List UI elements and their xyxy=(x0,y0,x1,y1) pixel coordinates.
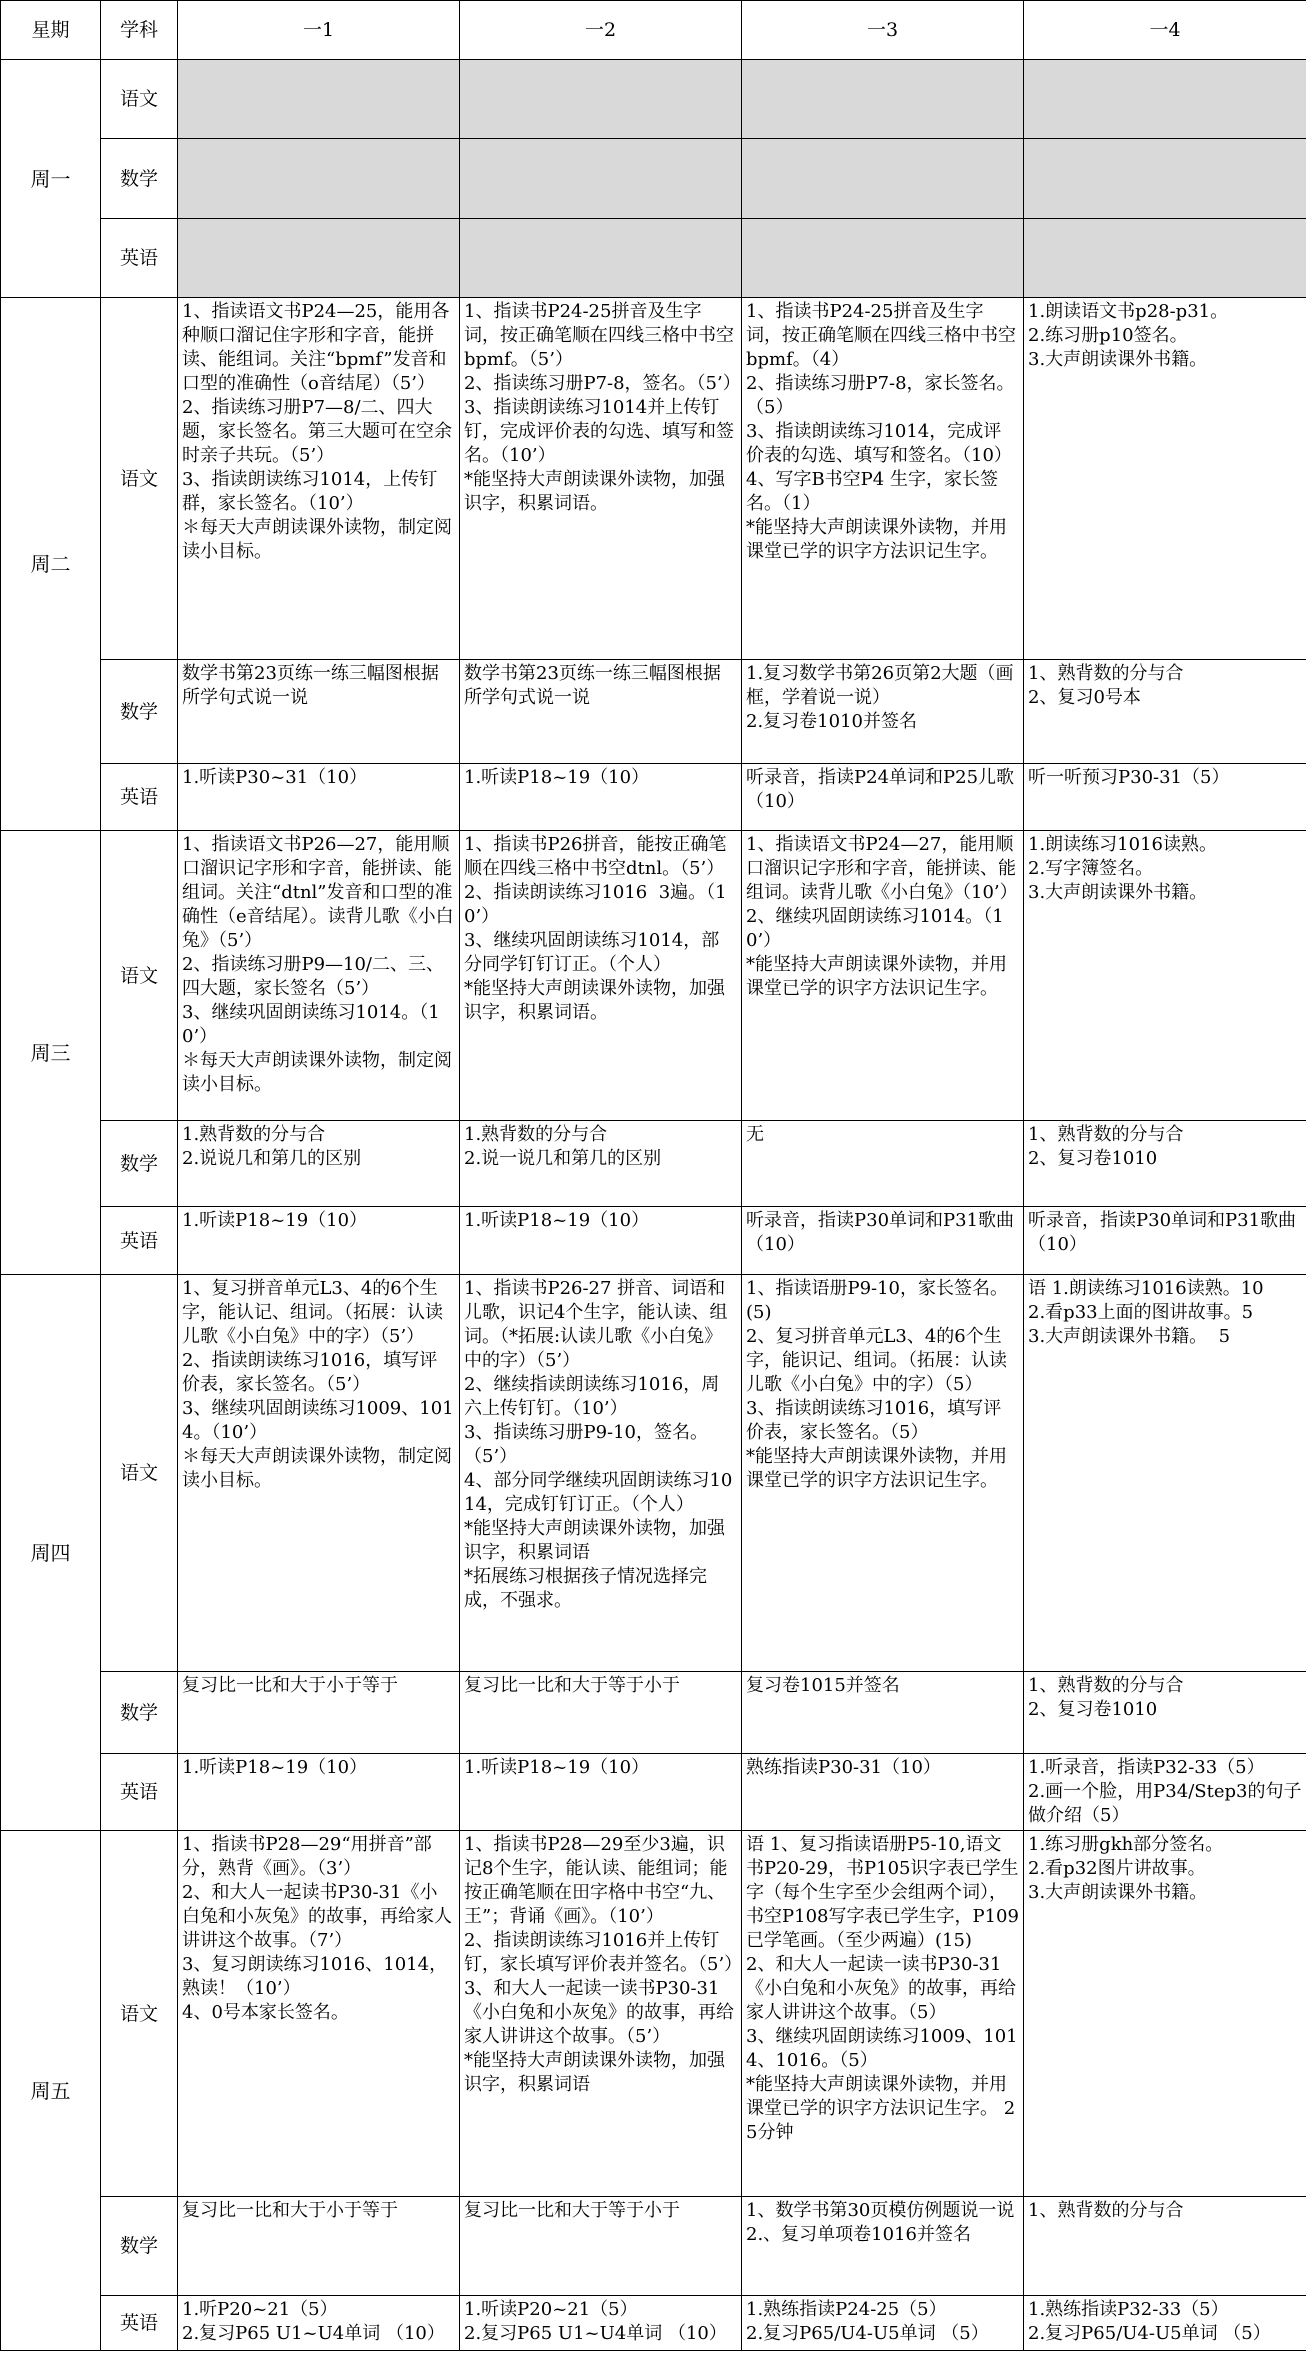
table-row xyxy=(1,298,1306,660)
homework-line: 1.听读P20~21（5） xyxy=(464,2299,638,2320)
homework-line: 3、和大人一起读一读书P30-31《小白兔和小灰兔》的故事，再给家人讲讲这个故事。（5’） xyxy=(464,1978,734,2047)
homework-line: 2.画一个脸，用P34/Step3的句子做介绍（5） xyxy=(1028,1781,1302,1826)
homework-cell xyxy=(1024,1207,1306,1275)
homework-cell xyxy=(178,831,460,1121)
homework-line: 2、继续指读朗读练习1016，周六上传钉钉。（10’） xyxy=(464,1374,720,1419)
table-row xyxy=(1,1121,1306,1207)
subject-cell: 语文 xyxy=(101,60,178,139)
homework-line: 2、复习卷1010 xyxy=(1028,1699,1158,1720)
homework-line: 2、指读朗读练习1016并上传钉钉，家长填写评价表并签名。（5’） xyxy=(464,1930,743,1975)
subject-cell: 英语 xyxy=(101,764,178,831)
homework-line: 1、指读语文书P24—27，能用顺口溜识记字形和字音，能拼读、能组词。读背儿歌《小白兔》（10’） xyxy=(746,834,1018,903)
table-row xyxy=(1,1207,1306,1275)
homework-line: *能坚持大声朗读课外读物，并用课堂已学的识字方法识记生字。 25分钟 xyxy=(746,2074,1016,2143)
homework-cell xyxy=(742,219,1024,298)
subject-cell: 数学 xyxy=(101,660,178,764)
weekday-cell: 周五 xyxy=(1,1831,101,2351)
table-row xyxy=(1,831,1306,1121)
homework-cell xyxy=(742,831,1024,1121)
homework-line: 2、和大人一起读一读书P30-31《小白兔和小灰兔》的故事，再给家人讲讲这个故事。（5） xyxy=(746,1954,1016,2023)
homework-cell xyxy=(178,2296,460,2351)
homework-cell xyxy=(742,1754,1024,1831)
homework-line: 3、指读练习册P9-10，签名。（5’） xyxy=(464,1422,709,1467)
header-class-4: 一4 xyxy=(1024,1,1306,60)
header-class-1: 一1 xyxy=(178,1,460,60)
homework-line: 3、复习朗读练习1016、1014，熟读！（10’） xyxy=(182,1954,448,1999)
homework-cell xyxy=(1024,219,1306,298)
subject-cell: 数学 xyxy=(101,2197,178,2296)
homework-line: 1.听录音，指读P32-33（5） xyxy=(1028,1757,1265,1778)
subject-cell: 数学 xyxy=(101,1672,178,1754)
homework-line: *能坚持大声朗读课外读物，加强识字，积累词语 xyxy=(464,1518,725,1563)
homework-line: 1.熟背数的分与合 xyxy=(464,1124,608,1145)
homework-cell xyxy=(742,1121,1024,1207)
homework-line: 1.复习数学书第26页第2大题（画框，学着说一说） xyxy=(746,663,1014,708)
homework-line: *能坚持大声朗读课外读物，并用课堂已学的识字方法识记生字。 xyxy=(746,517,1007,562)
homework-line: 3.大声朗读课外书籍。 5 xyxy=(1028,1326,1231,1347)
homework-cell xyxy=(460,2197,742,2296)
homework-cell xyxy=(742,660,1024,764)
homework-line: 3、指读朗读练习1014并上传钉钉，完成评价表的勾选、填写和签名。（10’） xyxy=(464,397,734,466)
table-row xyxy=(1,660,1306,764)
homework-cell xyxy=(1024,2197,1306,2296)
homework-cell xyxy=(742,1207,1024,1275)
homework-cell xyxy=(178,139,460,219)
homework-line: 1.听P20~21（5） xyxy=(182,2299,338,2320)
table-row xyxy=(1,1754,1306,1831)
subject-cell: 语文 xyxy=(101,1831,178,2197)
homework-line: 数学书第23页练一练三幅图根据所学句式说一说 xyxy=(464,663,721,708)
homework-line: 1.练习册gkh部分签名。 xyxy=(1028,1834,1224,1855)
table-row xyxy=(1,1672,1306,1754)
homework-cell xyxy=(1024,764,1306,831)
homework-line: 语 1、复习指读语册P5-10,语文书P20-29，书P105识字表已学生字（每个生字至少会组两个词），书空P108写字表已学生字，P109已学笔画。（至少两遍）(15) xyxy=(746,1834,1019,1951)
homework-line: 听录音，指读P30单词和P31歌曲（10） xyxy=(1028,1210,1297,1255)
homework-cell xyxy=(460,1121,742,1207)
homework-line: 2.说说几和第几的区别 xyxy=(182,1148,362,1169)
homework-line: 复习比一比和大于等于小于 xyxy=(464,2200,680,2221)
homework-line: 2、指读朗读练习1016，填写评价表，家长签名。（5’） xyxy=(182,1350,438,1395)
homework-line: 2、指读朗读练习1016 3遍。（10’） xyxy=(464,882,727,927)
homework-line: 熟练指读P30-31（10） xyxy=(746,1757,941,1778)
homework-line: 3、指读朗读练习1014，上传钉群，家长签名。（10’） xyxy=(182,469,438,514)
homework-cell xyxy=(742,1831,1024,2197)
homework-cell xyxy=(460,764,742,831)
homework-line: 1、指读语册P9-10，家长签名。(5) xyxy=(746,1278,1009,1323)
homework-line: 4、0号本家长签名。 xyxy=(182,2002,349,2023)
homework-cell xyxy=(742,1275,1024,1672)
homework-line: 数学书第23页练一练三幅图根据所学句式说一说 xyxy=(182,663,439,708)
subject-cell: 数学 xyxy=(101,1121,178,1207)
homework-cell xyxy=(460,1831,742,2197)
homework-line: 1、指读书P24-25拼音及生字词，按正确笔顺在四线三格中书空bpmf。（5’） xyxy=(464,301,734,370)
homework-line: 2、指读练习册P7—8/二、四大题，家长签名。第三大题可在空余时亲子共玩。（5’） xyxy=(182,397,452,466)
homework-line: 2、复习拼音单元L3、4的6个生字，能识记、组词。（拓展：认读儿歌《小白兔》中的字）（5） xyxy=(746,1326,1007,1395)
homework-cell xyxy=(1024,1754,1306,1831)
homework-line: 听录音，指读P24单词和P25儿歌（10） xyxy=(746,767,1015,812)
homework-line: 1.熟练指读P24-25（5） xyxy=(746,2299,947,2320)
homework-line: 3、继续巩固朗读练习1014，部分同学钉钉订正。（个人） xyxy=(464,930,720,975)
homework-line: 3、指读朗读练习1014，完成评价表的勾选、填写和签名。（10） xyxy=(746,421,1012,466)
homework-cell xyxy=(178,219,460,298)
homework-line: 2.写字簿签名。 xyxy=(1028,858,1154,879)
homework-line: 1、熟背数的分与合 xyxy=(1028,1124,1184,1145)
homework-line: 1、指读书P28—29至少3遍，识记8个生字，能认读、能组词；能按正确笔顺在田字格中书空“九、王”；背诵《画》。（10’） xyxy=(464,1834,728,1927)
homework-line: 2.复习P65/U4-U5单词 （5） xyxy=(746,2323,989,2344)
homework-line: 3、继续巩固朗读练习1009、1014。（10’） xyxy=(182,1398,454,1443)
homework-line: 2、指读练习册P9—10/二、三、四大题，家长签名（5’） xyxy=(182,954,444,999)
homework-cell xyxy=(1024,1831,1306,2197)
homework-line: 2、继续巩固朗读练习1014。（10’） xyxy=(746,906,1004,951)
homework-cell xyxy=(178,1672,460,1754)
homework-line: *能坚持大声朗读课外读物，加强识字，积累词语。 xyxy=(464,978,725,1023)
homework-line: 听录音，指读P30单词和P31歌曲（10） xyxy=(746,1210,1015,1255)
homework-line: 1.朗读练习1016读熟。 xyxy=(1028,834,1217,855)
homework-cell xyxy=(742,2197,1024,2296)
homework-cell xyxy=(178,2197,460,2296)
weekday-cell: 周一 xyxy=(1,60,101,298)
homework-line: 1、指读书P24-25拼音及生字词，按正确笔顺在四线三格中书空bpmf。（4） xyxy=(746,301,1016,370)
homework-cell xyxy=(460,1754,742,1831)
subject-cell: 语文 xyxy=(101,1275,178,1672)
homework-cell xyxy=(460,831,742,1121)
homework-cell xyxy=(178,60,460,139)
homework-cell xyxy=(1024,831,1306,1121)
homework-cell xyxy=(742,2296,1024,2351)
homework-line: 复习比一比和大于小于等于 xyxy=(182,1675,398,1696)
subject-cell: 英语 xyxy=(101,1207,178,1275)
homework-line: *能坚持大声朗读课外读物，并用课堂已学的识字方法识记生字。 xyxy=(746,954,1007,999)
homework-line: 2.、复习单项卷1016并签名 xyxy=(746,2224,971,2245)
homework-cell xyxy=(1024,139,1306,219)
homework-line: *能坚持大声朗读课外读物，加强识字，积累词语。 xyxy=(464,469,725,514)
homework-line: 1、数学书第30页模仿例题说一说 xyxy=(746,2200,1015,2221)
homework-line: *能坚持大声朗读课外读物，并用课堂已学的识字方法识记生字。 xyxy=(746,1446,1007,1491)
homework-line: 1.听读P18~19（10） xyxy=(464,767,650,788)
homework-line: 3.大声朗读课外书籍。 xyxy=(1028,349,1208,370)
header-class-3: 一3 xyxy=(742,1,1024,60)
homework-cell xyxy=(460,219,742,298)
homework-line: 1.听读P18~19（10） xyxy=(464,1757,650,1778)
subject-cell: 英语 xyxy=(101,219,178,298)
homework-line: 复习卷1015并签名 xyxy=(746,1675,900,1696)
homework-line: 2、复习0号本 xyxy=(1028,687,1141,708)
homework-cell xyxy=(460,1672,742,1754)
homework-cell xyxy=(1024,1275,1306,1672)
homework-line: 语 1.朗读练习1016读熟。10 xyxy=(1028,1278,1264,1299)
homework-line: 2.复习P65 U1~U4单词 （10） xyxy=(464,2323,727,2344)
homework-cell xyxy=(1024,2296,1306,2351)
homework-line: 1.朗读语文书p28-p31。 xyxy=(1028,301,1229,322)
homework-line: 1、指读书P26-27 拼音、词语和儿歌，识记4个生字，能认读、组词。（*拓展:认读儿歌《小白兔》中的字）（5’） xyxy=(464,1278,728,1371)
subject-cell: 英语 xyxy=(101,2296,178,2351)
homework-line: 4、部分同学继续巩固朗读练习1014，完成钉钉订正。（个人） xyxy=(464,1470,733,1515)
homework-line: 复习比一比和大于等于小于 xyxy=(464,1675,680,1696)
homework-line: 1、熟背数的分与合 xyxy=(1028,2200,1184,2221)
homework-cell xyxy=(178,1121,460,1207)
subject-cell: 语文 xyxy=(101,298,178,660)
table-row xyxy=(1,1275,1306,1672)
homework-cell xyxy=(742,1672,1024,1754)
homework-cell xyxy=(460,660,742,764)
header-row xyxy=(1,1,1306,60)
table-row xyxy=(1,219,1306,298)
homework-line: 2.说一说几和第几的区别 xyxy=(464,1148,662,1169)
homework-cell xyxy=(1024,60,1306,139)
subject-cell: 语文 xyxy=(101,831,178,1121)
homework-line: 3、继续巩固朗读练习1009、1014、1016。（5） xyxy=(746,2026,1018,2071)
homework-line: ＊每天大声朗读课外读物，制定阅读小目标。 xyxy=(182,1446,452,1491)
homework-cell xyxy=(460,1275,742,1672)
homework-line: ＊每天大声朗读课外读物，制定阅读小目标。 xyxy=(182,517,452,562)
homework-cell xyxy=(178,660,460,764)
header-weekday: 星期 xyxy=(1,1,101,60)
subject-cell: 数学 xyxy=(101,139,178,219)
homework-cell xyxy=(178,1275,460,1672)
homework-line: 2.练习册p10签名。 xyxy=(1028,325,1188,346)
homework-cell xyxy=(1024,660,1306,764)
homework-cell xyxy=(1024,1672,1306,1754)
homework-line: 2、指读练习册P7-8，家长签名。（5） xyxy=(746,373,1015,418)
homework-line: 复习比一比和大于小于等于 xyxy=(182,2200,398,2221)
homework-line: 2.复习卷1010并签名 xyxy=(746,711,917,732)
homework-line: 3.大声朗读课外书籍。 xyxy=(1028,882,1208,903)
homework-cell xyxy=(1024,1121,1306,1207)
homework-line: 1、指读语文书P24—25，能用各种顺口溜记住字形和字音，能拼读、能组词。关注“bpmf”发音和口型的准确性（o音结尾）（5’） xyxy=(182,301,450,394)
homework-cell xyxy=(178,1754,460,1831)
homework-line: 4、写字B书空P4 生字，家长签名。（1） xyxy=(746,469,998,514)
table-row xyxy=(1,1831,1306,2197)
weekday-cell: 周二 xyxy=(1,298,101,831)
homework-line: *能坚持大声朗读课外读物，加强识字，积累词语 xyxy=(464,2050,725,2095)
homework-cell xyxy=(178,1207,460,1275)
homework-line: 1、复习拼音单元L3、4的6个生字，能认记、组词。（拓展：认读儿歌《小白兔》中的字）（5’） xyxy=(182,1278,443,1347)
table-row xyxy=(1,2296,1306,2351)
homework-cell xyxy=(460,298,742,660)
homework-line: 2、复习卷1010 xyxy=(1028,1148,1158,1169)
homework-cell xyxy=(178,298,460,660)
homework-cell xyxy=(460,60,742,139)
weekday-cell: 周三 xyxy=(1,831,101,1275)
table-row xyxy=(1,139,1306,219)
subject-cell: 英语 xyxy=(101,1754,178,1831)
homework-line: 1、熟背数的分与合 xyxy=(1028,1675,1184,1696)
homework-cell xyxy=(742,60,1024,139)
homework-line: ＊每天大声朗读课外读物，制定阅读小目标。 xyxy=(182,1050,452,1095)
homework-line: 1、指读语文书P26—27，能用顺口溜识记字形和字音，能拼读、能组词。关注“dtnl”发音和口型的准确性（e音结尾）。读背儿歌《小白兔》（5’） xyxy=(182,834,454,951)
homework-cell xyxy=(460,2296,742,2351)
homework-cell xyxy=(178,764,460,831)
homework-line: 1、指读书P26拼音，能按正确笔顺在四线三格中书空dtnl。（5’） xyxy=(464,834,727,879)
homework-line: 2.复习P65 U1~U4单词 （10） xyxy=(182,2323,445,2344)
weekday-cell: 周四 xyxy=(1,1275,101,1831)
homework-line: 3、指读朗读练习1016，填写评价表，家长签名。（5） xyxy=(746,1398,1002,1443)
homework-line: 1.听读P18~19（10） xyxy=(182,1210,368,1231)
homework-cell xyxy=(742,764,1024,831)
homework-line: 1.熟练指读P32-33（5） xyxy=(1028,2299,1229,2320)
homework-cell xyxy=(178,1831,460,2197)
homework-line: 2.看p33上面的图讲故事。5 xyxy=(1028,1302,1254,1323)
homework-line: 1、熟背数的分与合 xyxy=(1028,663,1184,684)
homework-line: 无 xyxy=(746,1124,764,1145)
homework-cell xyxy=(742,139,1024,219)
table-row xyxy=(1,2197,1306,2296)
homework-line: 1.熟背数的分与合 xyxy=(182,1124,326,1145)
homework-cell xyxy=(460,1207,742,1275)
header-subject: 学科 xyxy=(101,1,178,60)
homework-cell xyxy=(460,139,742,219)
homework-line: 1、指读书P28—29“用拼音”部分，熟背《画》。（3’） xyxy=(182,1834,432,1879)
homework-line: 听一听预习P30-31（5） xyxy=(1028,767,1230,788)
homework-cell xyxy=(742,298,1024,660)
table-body xyxy=(1,1,1306,2351)
table-row xyxy=(1,60,1306,139)
homework-line: 2.看p32图片讲故事。 xyxy=(1028,1858,1206,1879)
table-row xyxy=(1,764,1306,831)
homework-line: *拓展练习根据孩子情况选择完成，不强求。 xyxy=(464,1566,707,1611)
homework-line: 1.听读P18~19（10） xyxy=(182,1757,368,1778)
homework-line: 1.听读P30~31（10） xyxy=(182,767,368,788)
homework-line: 2、和大人一起读书P30-31《小白兔和小灰兔》的故事，再给家人讲讲这个故事。（7’） xyxy=(182,1882,452,1951)
homework-line: 2、指读练习册P7-8，签名。（5’） xyxy=(464,373,741,394)
homework-line: 3.大声朗读课外书籍。 xyxy=(1028,1882,1208,1903)
homework-cell xyxy=(1024,298,1306,660)
homework-line: 1.听读P18~19（10） xyxy=(464,1210,650,1231)
homework-line: 3、继续巩固朗读练习1014。（10’） xyxy=(182,1002,440,1047)
header-class-2: 一2 xyxy=(460,1,742,60)
homework-line: 2.复习P65/U4-U5单词 （5） xyxy=(1028,2323,1271,2344)
